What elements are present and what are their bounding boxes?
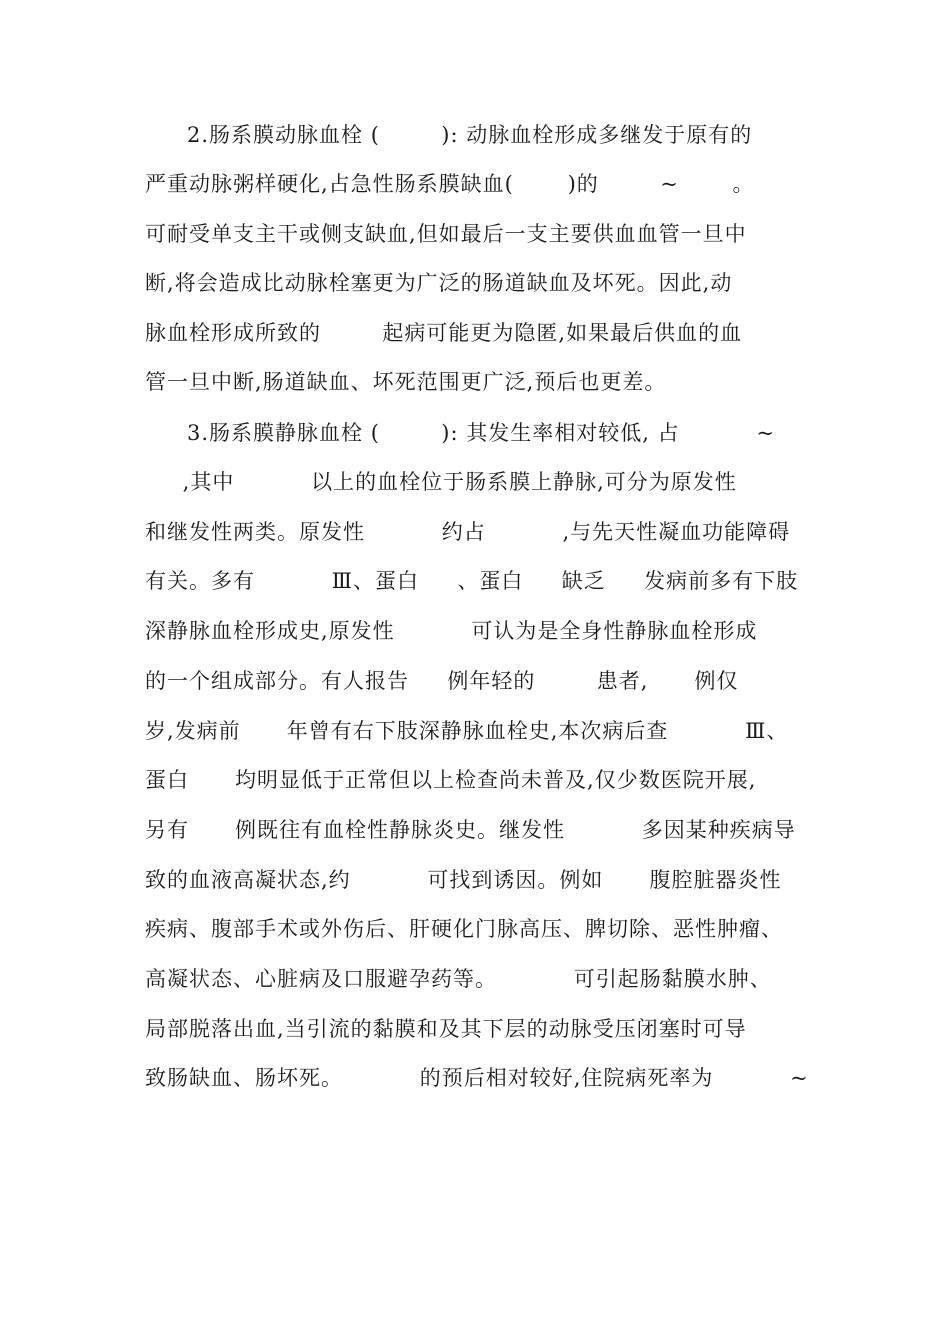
text-line: 岁,发病前 年曾有右下肢深静脉血栓史,本次病后查 Ⅲ、 <box>145 719 789 743</box>
text-line: 致肠缺血、肠坏死。 的预后相对较好,住院病死率为 ~ <box>145 1066 809 1090</box>
text-line: ,其中 以上的血栓位于肠系膜上静脉,可分为原发性 <box>175 470 737 494</box>
text-line: 蛋白 均明显低于正常但以上检查尚未普及,仅少数医院开展, <box>145 768 757 792</box>
text-line: 3.肠系膜静脉血栓 ( ): 其发生率相对较低, 占 ~ <box>187 421 775 445</box>
text-line: 高凝状态、心脏病及口服避孕药等。 可引起肠黏膜水肿、 <box>145 967 772 991</box>
text-line: 管一旦中断,肠道缺血、坏死范围更广泛,预后也更差。 <box>145 370 667 394</box>
text-line: 另有 例既往有血栓性静脉炎史。继发性 多因某种疾病导 <box>145 818 796 842</box>
text-line: 的一个组成部分。有人报告 例年轻的 患者, 例仅 <box>145 669 739 693</box>
text-line: 和继发性两类。原发性 约占 ,与先天性凝血功能障碍 <box>145 520 791 544</box>
text-line: 断,将会造成比动脉栓塞更为广泛的肠道缺血及坏死。因此,动 <box>145 271 733 295</box>
text-line: 疾病、腹部手术或外伤后、肝硬化门脉高压、脾切除、恶性肿瘤、 <box>145 917 783 941</box>
text-line: 深静脉血栓形成史,原发性 可认为是全身性静脉血栓形成 <box>145 619 758 643</box>
text-line: 局部脱落出血,当引流的黏膜和及其下层的动脉受压闭塞时可导 <box>145 1017 747 1041</box>
text-line: 2.肠系膜动脉血栓 ( ): 动脉血栓形成多继发于原有的 <box>187 123 753 147</box>
text-line: 脉血栓形成所致的 起病可能更为隐匿,如果最后供血的血 <box>145 321 743 345</box>
text-line: 有关。多有 Ⅲ、蛋白 、蛋白 缺乏 发病前多有下肢 <box>145 569 799 593</box>
text-line: 致的血液高凝状态,约 可找到诱因。例如 腹腔脏器炎性 <box>145 868 782 892</box>
text-line: 可耐受单支主干或侧支缺血,但如最后一支主要供血血管一旦中 <box>145 222 747 246</box>
text-line: 严重动脉粥样硬化,占急性肠系膜缺血( )的 ~ 。 <box>145 172 755 196</box>
